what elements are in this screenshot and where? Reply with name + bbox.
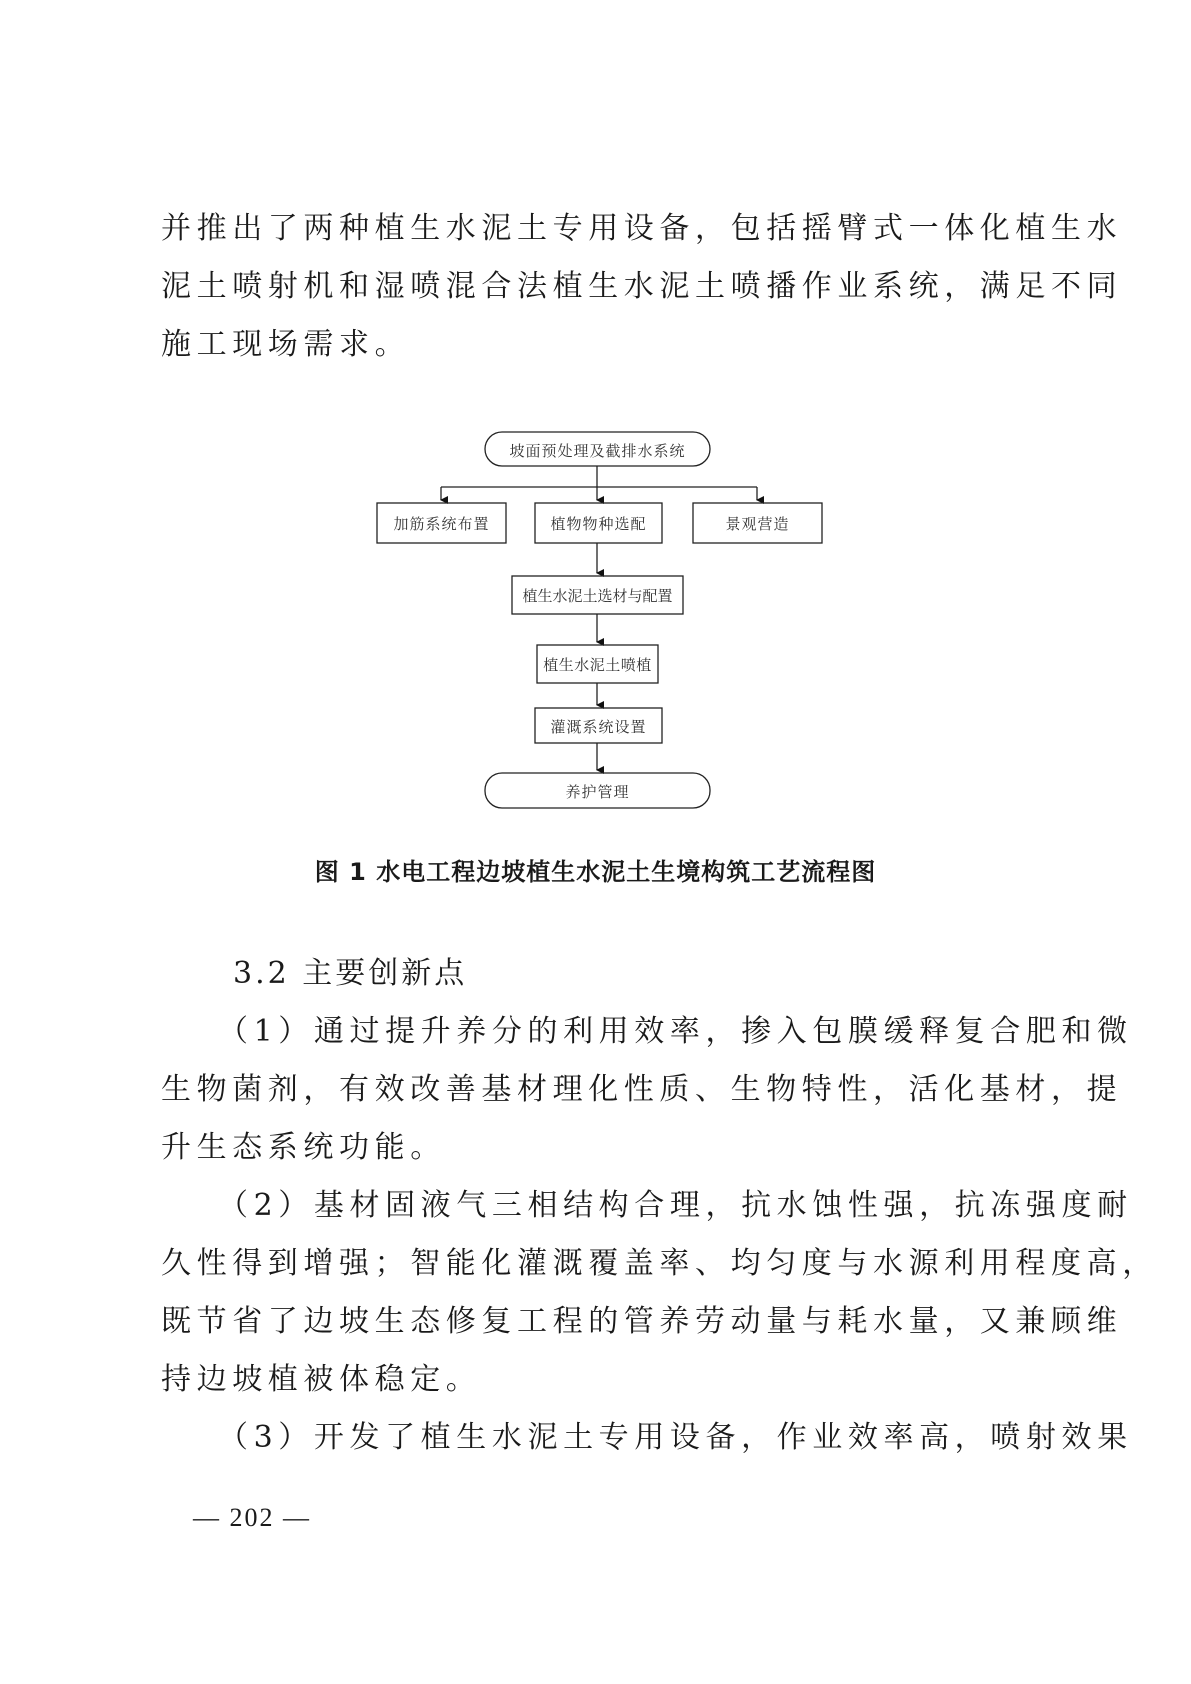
node-end-label: 养护管理 [565, 783, 630, 801]
node-branch-middle-label: 植物物种选配 [550, 515, 647, 533]
body-line: （1）通过提升养分的利用效率，掺入包膜缓释复合肥和微 [218, 1014, 1133, 1049]
body-line: 泥土喷射机和湿喷混合法植生水泥土喷播作业系统，满足不同 [161, 269, 1123, 304]
body-line: 施工现场需求。 [161, 327, 411, 362]
figure-caption: 图 1 水电工程边坡植生水泥土生境构筑工艺流程图 [314, 858, 877, 886]
page-number: — 202 — [193, 1503, 311, 1532]
body-line: 升生态系统功能。 [161, 1130, 446, 1165]
node-spray-label: 植生水泥土喷植 [543, 656, 652, 674]
section-heading: 3.2 主要创新点 [233, 956, 468, 991]
node-branch-left-label: 加筋系统布置 [393, 515, 490, 533]
body-line: 持边坡植被体稳定。 [161, 1362, 482, 1397]
node-branch-right-label: 景观营造 [725, 515, 790, 533]
body-line: （2）基材固液气三相结构合理，抗水蚀性强，抗冻强度耐 [218, 1188, 1133, 1223]
node-start-label: 坡面预处理及截排水系统 [509, 442, 686, 460]
body-line: 并推出了两种植生水泥土专用设备，包括摇臂式一体化植生水 [161, 211, 1123, 246]
process-flowchart [0, 0, 1191, 840]
body-line: （3）开发了植生水泥土专用设备，作业效率高，喷射效果 [218, 1420, 1133, 1455]
body-line: 生物菌剂，有效改善基材理化性质、生物特性，活化基材，提 [161, 1072, 1123, 1107]
body-line: 既节省了边坡生态修复工程的管养劳动量与耗水量，又兼顾维 [161, 1304, 1123, 1339]
node-irrigation-label: 灌溉系统设置 [550, 718, 647, 736]
body-line: 久性得到增强；智能化灌溉覆盖率、均匀度与水源利用程度高， [161, 1246, 1158, 1281]
node-material-label: 植生水泥土选材与配置 [522, 587, 673, 605]
